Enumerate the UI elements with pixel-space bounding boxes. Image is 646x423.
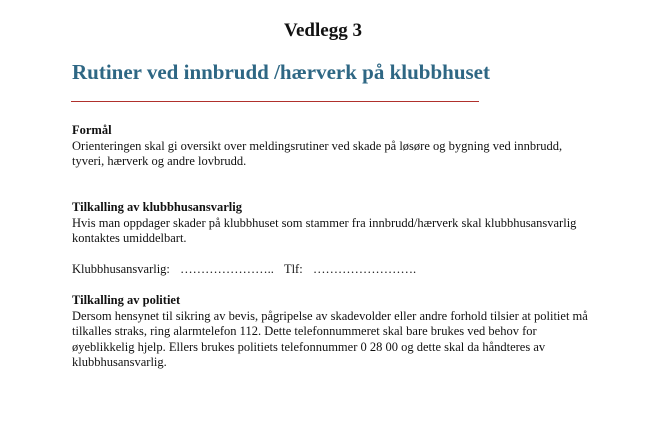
section-tilkalling-politiet [72, 293, 592, 371]
section-body: Dersom hensynet til sikring av bevis, pågripelse av skadevolder eller andre forhold tilsier at politiet må tilkalles straks, ring alarmtelefon 112. Dette telefonnummeret skal bare brukes ved behov for øyeblikkelig hjelp. Ellers brukes politiets telefonnummer 0 28 00 og dette skal da håndteres av klubbhusansvarlig. [72, 308, 588, 369]
section-heading: Tilkalling av politiet [72, 293, 181, 307]
contact-name-blank: ………………….. [180, 262, 274, 276]
section-formal [72, 123, 592, 170]
contact-line [72, 262, 416, 278]
document-title: Rutiner ved innbrudd /hærverk på klubbhuset [72, 60, 490, 84]
contact-phone-label: Tlf: [283, 262, 303, 276]
section-body: Hvis man oppdager skader på klubbhuset som stammer fra innbrudd/hærverk skal klubbhusansvarlig kontaktes umiddelbart. [72, 215, 577, 245]
section-heading: Tilkalling av klubbhusansvarlig [72, 200, 242, 214]
contact-phone-blank: ……………………. [312, 262, 417, 276]
section-tilkalling-klubbhusansvarlig [72, 200, 592, 247]
appendix-title: Vedlegg 3 [284, 20, 362, 41]
title-underline-rule [71, 101, 479, 102]
section-heading: Formål [72, 123, 112, 137]
contact-name-label: Klubbhusansvarlig: [72, 262, 170, 276]
section-body: Orienteringen skal gi oversikt over meldingsrutiner ved skade på løsøre og bygning ved innbrudd, tyveri, hærverk og andre lovbrudd. [72, 138, 563, 168]
